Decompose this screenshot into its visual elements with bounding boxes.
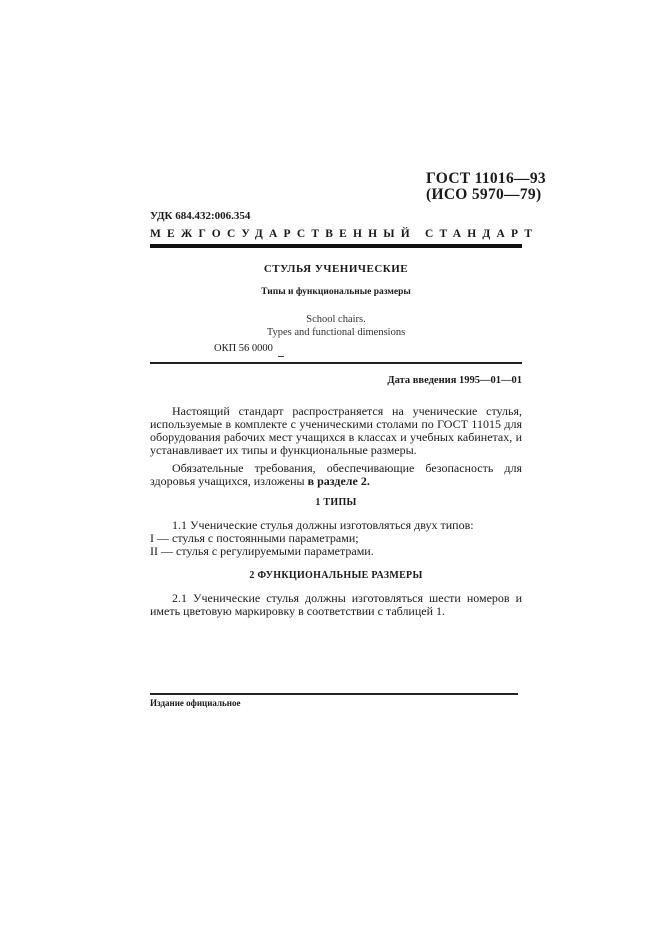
section-2-paragraph <box>150 592 522 618</box>
document-title: СТУЛЬЯ УЧЕНИЧЕСКИЕ <box>263 263 409 275</box>
section-1-item-3: II — стулья с регулируемыми параметрами. <box>150 544 374 558</box>
section-2-heading: 2 ФУНКЦИОНАЛЬНЫЕ РАЗМЕРЫ <box>249 570 423 581</box>
standard-code-gost: ГОСТ 11016—93 <box>426 170 546 187</box>
english-title-line1: School chairs. <box>306 314 366 325</box>
section-1-item-1: 1.1 Ученические стулья должны изготовляться двух типов: <box>172 518 474 532</box>
official-edition-label: Издание официальное <box>150 698 241 708</box>
section-1-item-2: I — стулья с постоянными параметрами; <box>150 531 359 545</box>
standard-code <box>426 171 546 203</box>
intro-paragraph-2 <box>150 462 522 488</box>
intro-paragraph-2-ref: в разделе 2. <box>307 474 370 488</box>
dash-mark <box>278 356 284 357</box>
document-subtitle: Типы и функциональные размеры <box>261 287 411 297</box>
udk-code: УДК 684.432:006.354 <box>150 210 251 222</box>
intro-paragraph-1 <box>150 405 522 457</box>
english-title-line2: Types and functional dimensions <box>266 327 406 338</box>
footer-rule <box>150 693 518 695</box>
title-rule <box>150 362 522 364</box>
standard-code-iso: (ИСО 5970—79) <box>426 186 542 203</box>
intro-paragraph-2-text: Обязательные требования, обеспечивающие безопасность для здоровья учащихся, изложены <box>150 461 522 488</box>
english-title <box>150 313 522 339</box>
okp-code: ОКП 56 0000 <box>214 343 273 354</box>
section-2-paragraph-text: 2.1 Ученические стулья должны изготовляться шести номеров и иметь цветовую маркировку в соответствии с таблицей 1. <box>150 591 522 618</box>
standard-type-heading: МЕЖГОСУДАРСТВЕННЫЙ СТАНДАРТ <box>150 228 539 240</box>
effective-date: Дата введения 1995—01—01 <box>387 375 522 386</box>
section-1-heading: 1 ТИПЫ <box>315 497 357 508</box>
intro-paragraph-1-text: Настоящий стандарт распространяется на ученические стулья, используемые в комплекте с ученическими столами по ГОСТ 11015 для оборудования рабочих мест учащихся в классах и учебных кабинетах, и устанавливает их типы и функциональные размеры. <box>150 404 522 457</box>
header-rule <box>150 244 522 248</box>
